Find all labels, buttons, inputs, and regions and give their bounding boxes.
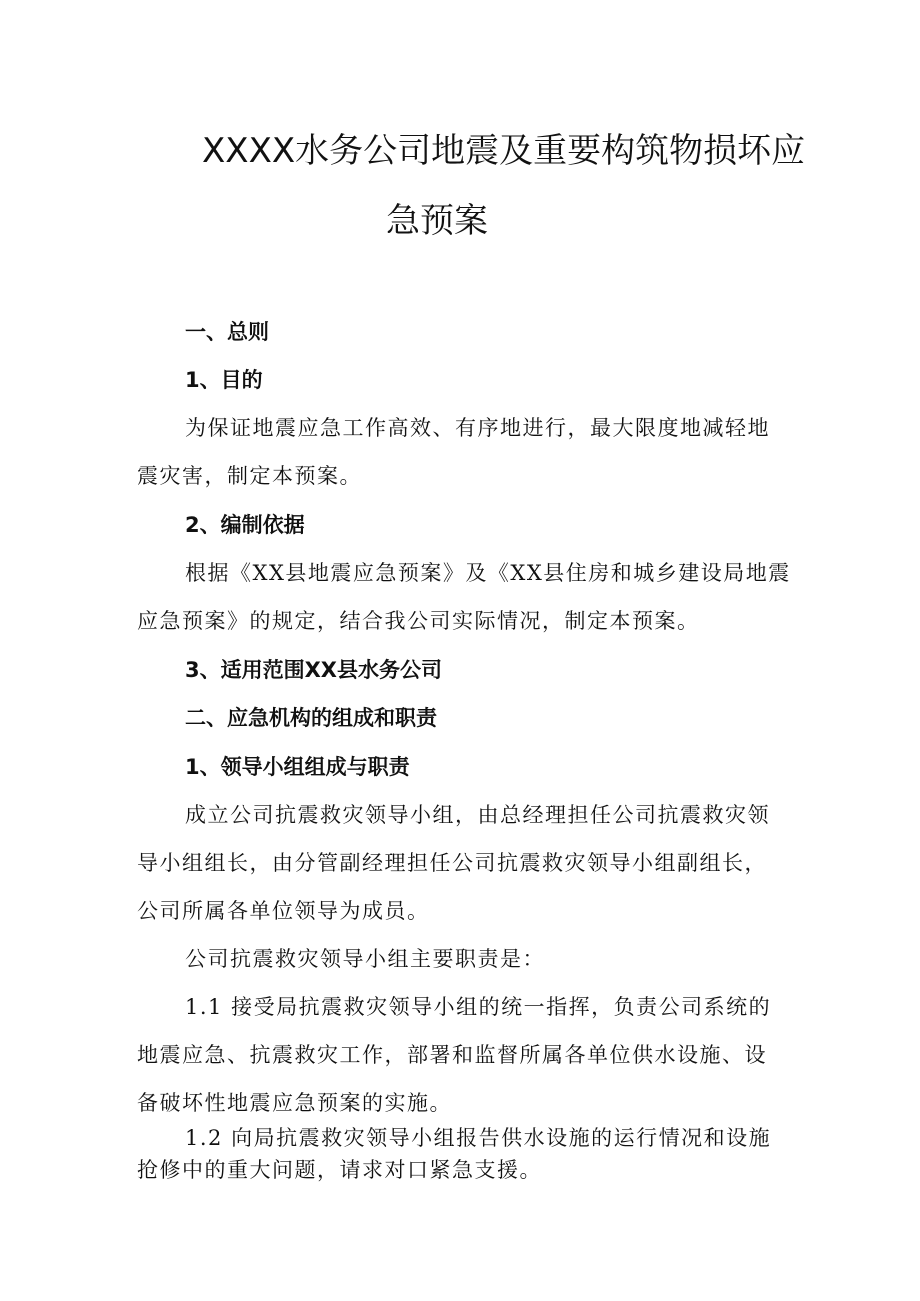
paragraph-line: 根据《XX县地震应急预案》及《XX县住房和城乡建设局地震: [185, 561, 791, 585]
document-title-line-2: 急预案: [386, 201, 488, 241]
paragraph-line: 公司所属各单位领导为成员。: [137, 899, 430, 923]
paragraph-line: 地震应急、抗震救灾工作，部署和监督所属各单位供水设施、设: [137, 1043, 767, 1067]
paragraph-line: 备破坏性地震应急预案的实施。: [137, 1091, 452, 1115]
paragraph-line: 为保证地震应急工作高效、有序地进行，最大限度地减轻地: [185, 416, 770, 440]
paragraph-line: 1.2 向局抗震救灾领导小组报告供水设施的运行情况和设施: [185, 1126, 772, 1150]
subheading-leadership-group: 1、领导小组组成与职责: [185, 755, 410, 779]
paragraph-line: 应急预案》的规定，结合我公司实际情况，制定本预案。: [137, 609, 700, 633]
paragraph-line: 震灾害，制定本预案。: [137, 464, 362, 488]
paragraph-line: 导小组组长，由分管副经理担任公司抗震救灾领导小组副组长，: [137, 851, 767, 875]
section-heading-organization: 二、应急机构的组成和职责: [185, 706, 437, 730]
subheading-purpose: 1、目的: [185, 368, 263, 392]
paragraph-line: 成立公司抗震救灾领导小组，由总经理担任公司抗震救灾领: [185, 803, 770, 827]
paragraph-line: 公司抗震救灾领导小组主要职责是：: [185, 947, 545, 971]
subheading-basis: 2、编制依据: [185, 513, 305, 537]
paragraph-line: 抢修中的重大问题，请求对口紧急支援。: [137, 1158, 542, 1182]
section-heading-general: 一、总则: [185, 320, 269, 344]
paragraph-line: 1.1 接受局抗震救灾领导小组的统一指挥，负责公司系统的: [185, 995, 772, 1019]
document-title-line-1: XXXX水务公司地震及重要构筑物损坏应: [202, 131, 806, 171]
subheading-scope: 3、适用范围XX县水务公司: [185, 658, 442, 682]
